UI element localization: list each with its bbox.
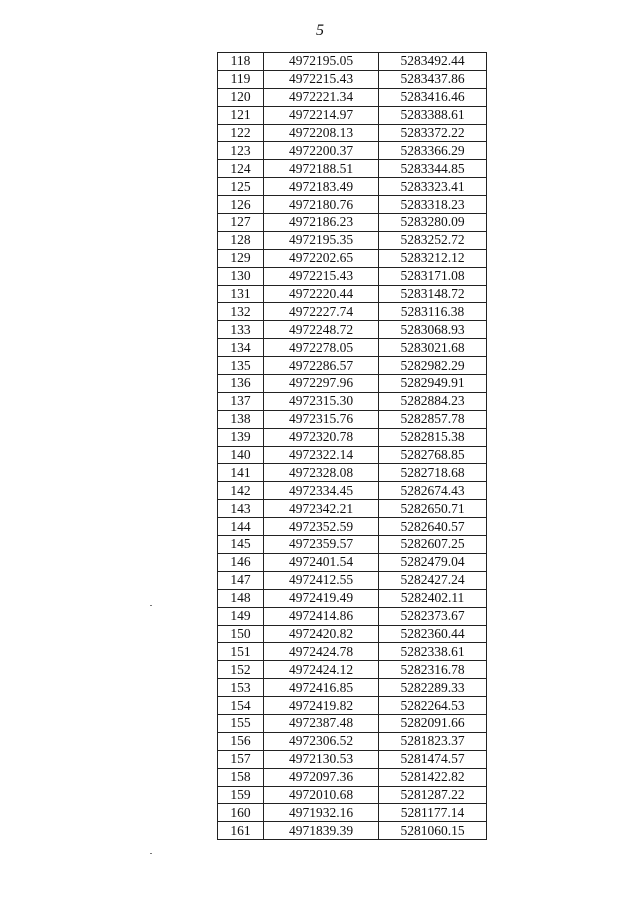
x-coordinate-cell: 4972130.53 bbox=[264, 750, 379, 768]
y-coordinate-cell: 5282650.71 bbox=[379, 500, 487, 518]
y-coordinate-cell: 5281823.37 bbox=[379, 732, 487, 750]
y-coordinate-cell: 5283372.22 bbox=[379, 124, 487, 142]
table-row bbox=[218, 643, 487, 661]
y-coordinate-cell: 5283323.41 bbox=[379, 178, 487, 196]
y-coordinate-cell: 5282718.68 bbox=[379, 464, 487, 482]
point-number-cell: 124 bbox=[218, 160, 264, 178]
y-coordinate-cell: 5283437.86 bbox=[379, 70, 487, 88]
y-coordinate-cell: 5283366.29 bbox=[379, 142, 487, 160]
x-coordinate-cell: 4972322.14 bbox=[264, 446, 379, 464]
table-row bbox=[218, 804, 487, 822]
y-coordinate-cell: 5283280.09 bbox=[379, 214, 487, 232]
x-coordinate-cell: 4971932.16 bbox=[264, 804, 379, 822]
table-row bbox=[218, 768, 487, 786]
point-number-cell: 130 bbox=[218, 267, 264, 285]
point-number-cell: 141 bbox=[218, 464, 264, 482]
table-row bbox=[218, 392, 487, 410]
point-number-cell: 150 bbox=[218, 625, 264, 643]
table-row bbox=[218, 714, 487, 732]
table-row bbox=[218, 231, 487, 249]
y-coordinate-cell: 5283116.38 bbox=[379, 303, 487, 321]
y-coordinate-cell: 5283212.12 bbox=[379, 249, 487, 267]
x-coordinate-cell: 4972412.55 bbox=[264, 571, 379, 589]
point-number-cell: 149 bbox=[218, 607, 264, 625]
x-coordinate-cell: 4972328.08 bbox=[264, 464, 379, 482]
x-coordinate-cell: 4972188.51 bbox=[264, 160, 379, 178]
x-coordinate-cell: 4972097.36 bbox=[264, 768, 379, 786]
y-coordinate-cell: 5283318.23 bbox=[379, 196, 487, 214]
point-number-cell: 157 bbox=[218, 750, 264, 768]
scan-speck bbox=[150, 605, 152, 606]
point-number-cell: 159 bbox=[218, 786, 264, 804]
y-coordinate-cell: 5282815.38 bbox=[379, 428, 487, 446]
x-coordinate-cell: 4972424.78 bbox=[264, 643, 379, 661]
x-coordinate-cell: 4972202.65 bbox=[264, 249, 379, 267]
y-coordinate-cell: 5283344.85 bbox=[379, 160, 487, 178]
x-coordinate-cell: 4972215.43 bbox=[264, 70, 379, 88]
y-coordinate-cell: 5282857.78 bbox=[379, 410, 487, 428]
y-coordinate-cell: 5281287.22 bbox=[379, 786, 487, 804]
table-row bbox=[218, 303, 487, 321]
table-row bbox=[218, 589, 487, 607]
y-coordinate-cell: 5282884.23 bbox=[379, 392, 487, 410]
point-number-cell: 118 bbox=[218, 53, 264, 71]
x-coordinate-cell: 4972220.44 bbox=[264, 285, 379, 303]
table-row bbox=[218, 607, 487, 625]
x-coordinate-cell: 4972227.74 bbox=[264, 303, 379, 321]
x-coordinate-cell: 4972334.45 bbox=[264, 482, 379, 500]
x-coordinate-cell: 4972419.49 bbox=[264, 589, 379, 607]
x-coordinate-cell: 4972424.12 bbox=[264, 661, 379, 679]
x-coordinate-cell: 4972183.49 bbox=[264, 178, 379, 196]
point-number-cell: 158 bbox=[218, 768, 264, 786]
y-coordinate-cell: 5283171.08 bbox=[379, 267, 487, 285]
table-row bbox=[218, 464, 487, 482]
x-coordinate-cell: 4972200.37 bbox=[264, 142, 379, 160]
x-coordinate-cell: 4972387.48 bbox=[264, 714, 379, 732]
table-row bbox=[218, 571, 487, 589]
table-row bbox=[218, 446, 487, 464]
x-coordinate-cell: 4972359.57 bbox=[264, 536, 379, 554]
x-coordinate-cell: 4972221.34 bbox=[264, 88, 379, 106]
page-number: 5 bbox=[316, 22, 324, 39]
x-coordinate-cell: 4972195.05 bbox=[264, 53, 379, 71]
table-row bbox=[218, 214, 487, 232]
point-number-cell: 132 bbox=[218, 303, 264, 321]
point-number-cell: 123 bbox=[218, 142, 264, 160]
y-coordinate-cell: 5281422.82 bbox=[379, 768, 487, 786]
y-coordinate-cell: 5282607.25 bbox=[379, 536, 487, 554]
x-coordinate-cell: 4972401.54 bbox=[264, 553, 379, 571]
table-row bbox=[218, 375, 487, 393]
table-row bbox=[218, 339, 487, 357]
point-number-cell: 142 bbox=[218, 482, 264, 500]
table-row bbox=[218, 697, 487, 715]
table-row bbox=[218, 196, 487, 214]
table-row bbox=[218, 160, 487, 178]
y-coordinate-cell: 5283148.72 bbox=[379, 285, 487, 303]
point-number-cell: 152 bbox=[218, 661, 264, 679]
y-coordinate-cell: 5283068.93 bbox=[379, 321, 487, 339]
x-coordinate-cell: 4972278.05 bbox=[264, 339, 379, 357]
x-coordinate-cell: 4972215.43 bbox=[264, 267, 379, 285]
point-number-cell: 147 bbox=[218, 571, 264, 589]
y-coordinate-cell: 5282402.11 bbox=[379, 589, 487, 607]
x-coordinate-cell: 4972414.86 bbox=[264, 607, 379, 625]
x-coordinate-cell: 4971839.39 bbox=[264, 822, 379, 840]
point-number-cell: 148 bbox=[218, 589, 264, 607]
table-row bbox=[218, 267, 487, 285]
point-number-cell: 126 bbox=[218, 196, 264, 214]
point-number-cell: 129 bbox=[218, 249, 264, 267]
x-coordinate-cell: 4972180.76 bbox=[264, 196, 379, 214]
y-coordinate-cell: 5283416.46 bbox=[379, 88, 487, 106]
table-row bbox=[218, 625, 487, 643]
point-number-cell: 120 bbox=[218, 88, 264, 106]
table-row bbox=[218, 249, 487, 267]
table-row bbox=[218, 786, 487, 804]
table-row bbox=[218, 679, 487, 697]
x-coordinate-cell: 4972315.30 bbox=[264, 392, 379, 410]
point-number-cell: 136 bbox=[218, 375, 264, 393]
point-number-cell: 137 bbox=[218, 392, 264, 410]
table-row bbox=[218, 88, 487, 106]
y-coordinate-cell: 5282091.66 bbox=[379, 714, 487, 732]
y-coordinate-cell: 5282316.78 bbox=[379, 661, 487, 679]
y-coordinate-cell: 5282338.61 bbox=[379, 643, 487, 661]
point-number-cell: 119 bbox=[218, 70, 264, 88]
point-number-cell: 160 bbox=[218, 804, 264, 822]
x-coordinate-cell: 4972195.35 bbox=[264, 231, 379, 249]
y-coordinate-cell: 5281177.14 bbox=[379, 804, 487, 822]
x-coordinate-cell: 4972208.13 bbox=[264, 124, 379, 142]
table-row bbox=[218, 482, 487, 500]
y-coordinate-cell: 5282373.67 bbox=[379, 607, 487, 625]
y-coordinate-cell: 5282360.44 bbox=[379, 625, 487, 643]
y-coordinate-cell: 5282674.43 bbox=[379, 482, 487, 500]
y-coordinate-cell: 5282640.57 bbox=[379, 518, 487, 536]
x-coordinate-cell: 4972342.21 bbox=[264, 500, 379, 518]
table-row bbox=[218, 70, 487, 88]
point-number-cell: 139 bbox=[218, 428, 264, 446]
x-coordinate-cell: 4972420.82 bbox=[264, 625, 379, 643]
point-number-cell: 138 bbox=[218, 410, 264, 428]
y-coordinate-cell: 5283492.44 bbox=[379, 53, 487, 71]
table-row bbox=[218, 178, 487, 196]
x-coordinate-cell: 4972306.52 bbox=[264, 732, 379, 750]
y-coordinate-cell: 5282479.04 bbox=[379, 553, 487, 571]
point-number-cell: 144 bbox=[218, 518, 264, 536]
point-number-cell: 140 bbox=[218, 446, 264, 464]
coordinates-table-body bbox=[218, 53, 487, 840]
table-row bbox=[218, 518, 487, 536]
point-number-cell: 125 bbox=[218, 178, 264, 196]
point-number-cell: 156 bbox=[218, 732, 264, 750]
table-row bbox=[218, 53, 487, 71]
table-row bbox=[218, 285, 487, 303]
x-coordinate-cell: 4972186.23 bbox=[264, 214, 379, 232]
point-number-cell: 151 bbox=[218, 643, 264, 661]
point-number-cell: 131 bbox=[218, 285, 264, 303]
table-row bbox=[218, 822, 487, 840]
x-coordinate-cell: 4972416.85 bbox=[264, 679, 379, 697]
scan-speck bbox=[150, 853, 152, 854]
point-number-cell: 128 bbox=[218, 231, 264, 249]
x-coordinate-cell: 4972010.68 bbox=[264, 786, 379, 804]
point-number-cell: 127 bbox=[218, 214, 264, 232]
x-coordinate-cell: 4972286.57 bbox=[264, 357, 379, 375]
x-coordinate-cell: 4972419.82 bbox=[264, 697, 379, 715]
point-number-cell: 145 bbox=[218, 536, 264, 554]
y-coordinate-cell: 5282982.29 bbox=[379, 357, 487, 375]
y-coordinate-cell: 5283021.68 bbox=[379, 339, 487, 357]
table-row bbox=[218, 661, 487, 679]
point-number-cell: 135 bbox=[218, 357, 264, 375]
y-coordinate-cell: 5282949.91 bbox=[379, 375, 487, 393]
table-row bbox=[218, 142, 487, 160]
x-coordinate-cell: 4972320.78 bbox=[264, 428, 379, 446]
y-coordinate-cell: 5281474.57 bbox=[379, 750, 487, 768]
point-number-cell: 122 bbox=[218, 124, 264, 142]
y-coordinate-cell: 5281060.15 bbox=[379, 822, 487, 840]
table-row bbox=[218, 750, 487, 768]
y-coordinate-cell: 5282264.53 bbox=[379, 697, 487, 715]
point-number-cell: 143 bbox=[218, 500, 264, 518]
point-number-cell: 155 bbox=[218, 714, 264, 732]
table-row bbox=[218, 106, 487, 124]
y-coordinate-cell: 5282768.85 bbox=[379, 446, 487, 464]
point-number-cell: 154 bbox=[218, 697, 264, 715]
table-row bbox=[218, 536, 487, 554]
table-row bbox=[218, 500, 487, 518]
table-row bbox=[218, 553, 487, 571]
x-coordinate-cell: 4972352.59 bbox=[264, 518, 379, 536]
table-row bbox=[218, 124, 487, 142]
y-coordinate-cell: 5282289.33 bbox=[379, 679, 487, 697]
table-row bbox=[218, 410, 487, 428]
x-coordinate-cell: 4972297.96 bbox=[264, 375, 379, 393]
point-number-cell: 121 bbox=[218, 106, 264, 124]
x-coordinate-cell: 4972248.72 bbox=[264, 321, 379, 339]
point-number-cell: 146 bbox=[218, 553, 264, 571]
coordinates-table bbox=[217, 52, 487, 840]
point-number-cell: 133 bbox=[218, 321, 264, 339]
x-coordinate-cell: 4972315.76 bbox=[264, 410, 379, 428]
table-row bbox=[218, 357, 487, 375]
point-number-cell: 134 bbox=[218, 339, 264, 357]
table-row bbox=[218, 321, 487, 339]
y-coordinate-cell: 5283388.61 bbox=[379, 106, 487, 124]
table-row bbox=[218, 732, 487, 750]
x-coordinate-cell: 4972214.97 bbox=[264, 106, 379, 124]
y-coordinate-cell: 5282427.24 bbox=[379, 571, 487, 589]
table-row bbox=[218, 428, 487, 446]
y-coordinate-cell: 5283252.72 bbox=[379, 231, 487, 249]
point-number-cell: 161 bbox=[218, 822, 264, 840]
point-number-cell: 153 bbox=[218, 679, 264, 697]
